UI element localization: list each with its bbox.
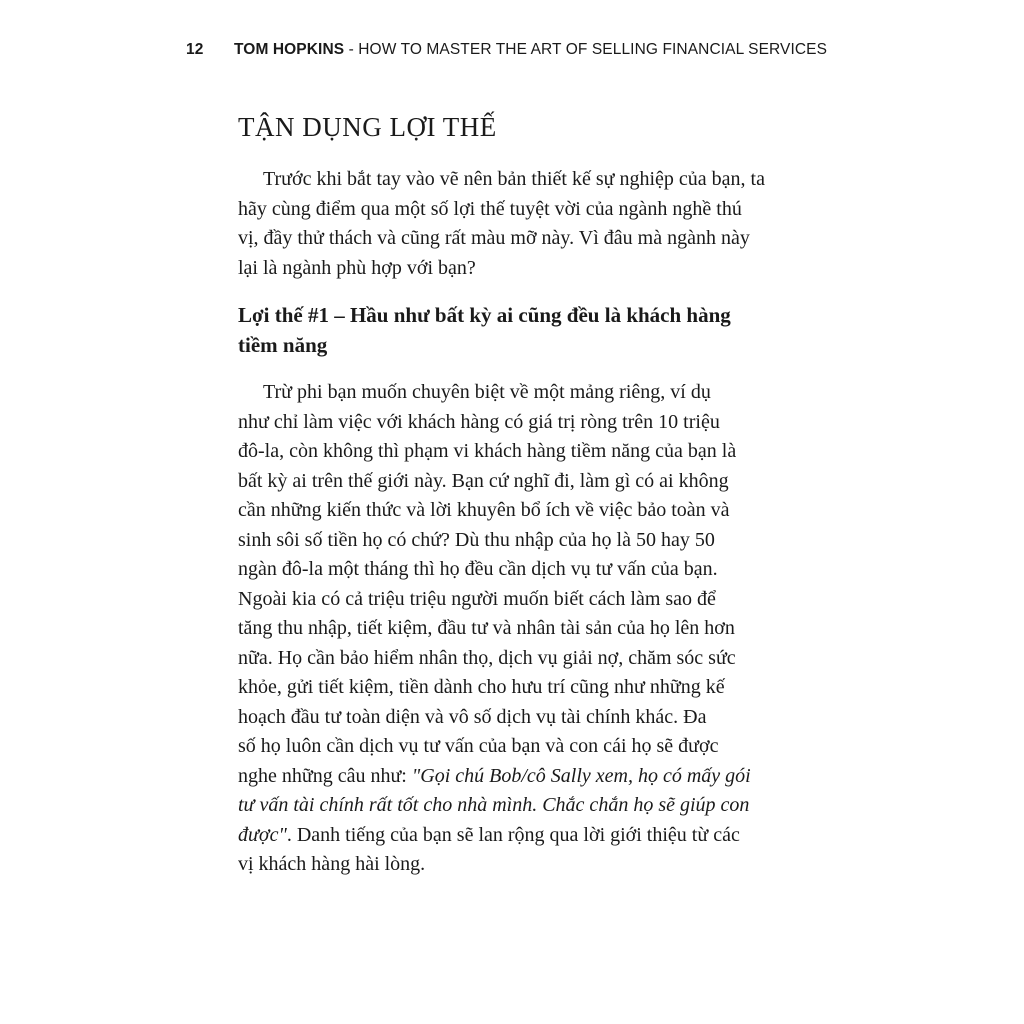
text-fragment: . Danh tiếng của bạn sẽ lan rộng qua lời giới thiệu từ các [286,823,740,846]
quote-line: tư vấn tài chính rất tốt cho nhà mình. Chắc chắn họ sẽ giúp con [238,794,750,816]
quote-text: "Gọi chú Bob/cô Sally xem, họ có mấy gói [411,764,751,787]
text-line: sinh sôi số tiền họ có chứ? Dù thu nhập của họ là 50 hay 50 [238,528,715,551]
text-line: Ngoài kia có cả triệu triệu người muốn biết cách làm sao để [238,587,716,610]
page-number: 12 [186,41,204,58]
text-line: hãy cùng điểm qua một số lợi thế tuyệt vời của ngành nghề thú [238,197,742,220]
text-line: như chỉ làm việc với khách hàng có giá trị ròng trên 10 triệu [238,410,720,433]
text-line [238,821,786,851]
text-line: Trước khi bắt tay vào vẽ nên bản thiết kế sự nghiệp của bạn, ta [263,168,765,190]
section-title: TẬN DỤNG LỢI THẾ [238,112,497,142]
main-paragraph [238,378,786,880]
text-fragment: nghe những câu như: [238,764,412,787]
text-line: hoạch đầu tư toàn diện và vô số dịch vụ tài chính khác. Đa [238,705,707,728]
subheading-line: Lợi thế #1 – Hầu như bất kỳ ai cũng đều là khách hàng [238,303,731,327]
text-line: lại là ngành phù hợp với bạn? [238,256,476,279]
text-line: tăng thu nhập, tiết kiệm, đầu tư và nhân tài sản của họ lên hơn [238,617,735,639]
intro-paragraph [238,165,786,283]
text-line: ngàn đô-la một tháng thì họ đều cần dịch vụ tư vấn của bạn. [238,558,718,580]
quote-text: được" [238,823,287,846]
subheading [238,300,798,360]
text-line: bất kỳ ai trên thế giới này. Bạn cứ nghĩ đi, làm gì có ai không [238,469,729,492]
text-line: khỏe, gửi tiết kiệm, tiền dành cho hưu trí cũng như những kế [238,676,725,698]
text-line: đô-la, còn không thì phạm vi khách hàng tiềm năng của bạn là [238,440,737,462]
subheading-line: tiềm năng [238,333,328,357]
running-header [186,41,827,59]
header-separator: - [344,41,359,58]
text-line: Trừ phi bạn muốn chuyên biệt về một mảng riêng, ví dụ [263,381,711,403]
header-author: TOM HOPKINS [234,41,345,58]
text-line [238,762,786,792]
text-line: số họ luôn cần dịch vụ tư vấn của bạn và con cái họ sẽ được [238,735,719,757]
text-line: cần những kiến thức và lời khuyên bổ ích về việc bảo toàn và [238,499,730,521]
text-line: nữa. Họ cần bảo hiểm nhân thọ, dịch vụ giải nợ, chăm sóc sức [238,646,736,669]
text-line: vị khách hàng hài lòng. [238,853,426,875]
text-line: vị, đầy thử thách và cũng rất màu mỡ này. Vì đâu mà ngành này [238,227,750,249]
header-book-title: HOW TO MASTER THE ART OF SELLING FINANCIAL SERVICES [358,41,828,58]
